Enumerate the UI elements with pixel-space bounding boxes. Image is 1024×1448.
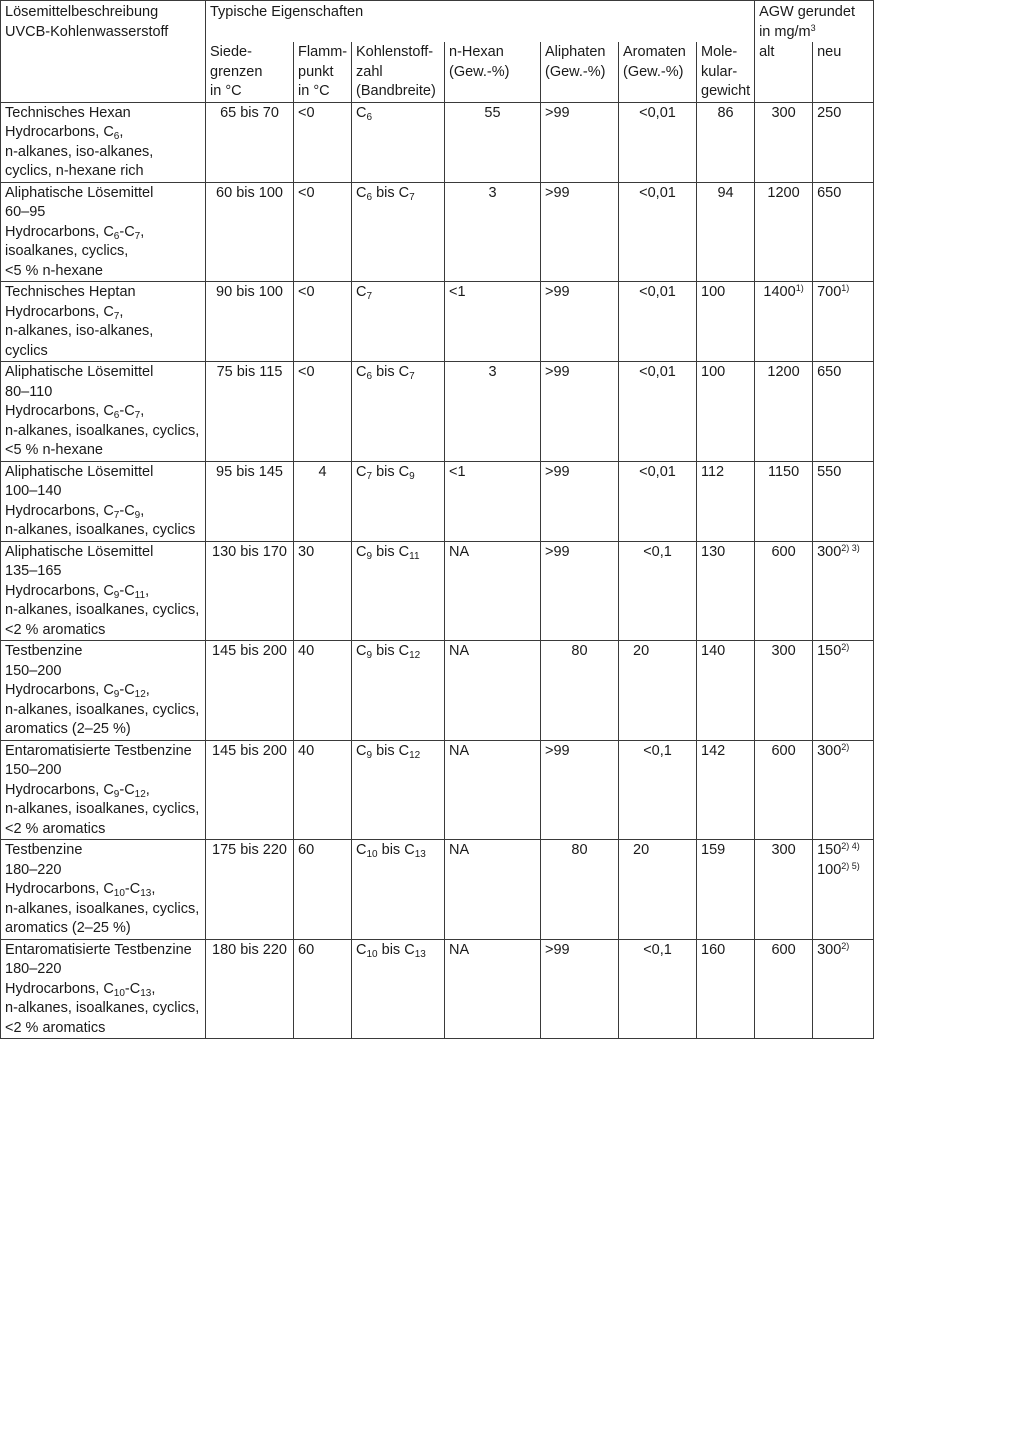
cell-flammpunkt: <0 (294, 182, 352, 282)
cell-n-hexan: NA (445, 541, 541, 641)
table-row (1, 641, 874, 741)
cell-aromaten: <0,01 (619, 182, 697, 282)
cell-siedegrenzen: 180 bis 220 (206, 939, 294, 1039)
table-row (1, 840, 874, 940)
cell-kohlenstoffzahl: $C_{10}$ bis $C_{13}$ (352, 840, 445, 940)
cell-aromaten: <0,1 (619, 541, 697, 641)
header-mol: Mole- kular- gewicht (697, 42, 755, 102)
cell-agw-alt: 1150 (755, 461, 813, 541)
cell-kohlenstoffzahl: $C_7$ bis $C_9$ (352, 461, 445, 541)
cell-agw-neu: 650 (813, 182, 874, 282)
cell-kohlenstoffzahl: $C_7$ (352, 282, 445, 362)
header-agw: AGW gerundet in $mg/m^3$ (755, 1, 874, 43)
cell-flammpunkt: 40 (294, 740, 352, 840)
cell-agw-alt: 600 (755, 939, 813, 1039)
cell-siedegrenzen: 75 bis 115 (206, 362, 294, 462)
cell-description: Entaromatisierte Testbenzine 150–200 Hydrocarbons, $C_9-C_{12}$, n-alkanes, isoalkanes, cyclics, <2 % aromatics (1, 740, 206, 840)
cell-aliphaten: >99 (541, 102, 619, 182)
cell-molekulargewicht: 160 (697, 939, 755, 1039)
cell-agw-neu: $150^{2) 4)}$ $100^{2) 5)}$ (813, 840, 874, 940)
cell-kohlenstoffzahl: $C_9$ bis $C_{11}$ (352, 541, 445, 641)
cell-agw-alt: 600 (755, 740, 813, 840)
table-row (1, 461, 874, 541)
cell-agw-alt: 1200 (755, 362, 813, 462)
header-neu: neu (813, 42, 874, 102)
cell-aromaten: 20 (619, 840, 697, 940)
cell-kohlenstoffzahl: $C_9$ bis $C_{12}$ (352, 641, 445, 741)
cell-kohlenstoffzahl: $C_9$ bis $C_{12}$ (352, 740, 445, 840)
cell-description: Technisches Hexan Hydrocarbons, $C_6$, n-alkanes, iso-alkanes, cyclics, n-hexane rich (1, 102, 206, 182)
table-row (1, 282, 874, 362)
cell-description: Aliphatische Lösemittel 80–110 Hydrocarbons, $C_6-C_7$, n-alkanes, isoalkanes, cyclics, <5 % n-hexane (1, 362, 206, 462)
cell-description: Aliphatische Lösemittel 100–140 Hydrocarbons, $C_7-C_9$, n-alkanes, isoalkanes, cyclics (1, 461, 206, 541)
cell-agw-alt: 600 (755, 541, 813, 641)
cell-flammpunkt: 40 (294, 641, 352, 741)
table-row (1, 362, 874, 462)
header-description: Lösemittelbeschreibung UVCB-Kohlenwasserstoff (1, 1, 206, 103)
cell-molekulargewicht: 159 (697, 840, 755, 940)
cell-aromaten: <0,01 (619, 362, 697, 462)
cell-n-hexan: <1 (445, 461, 541, 541)
cell-agw-alt: 300 (755, 840, 813, 940)
cell-siedegrenzen: 175 bis 220 (206, 840, 294, 940)
cell-aliphaten: >99 (541, 541, 619, 641)
cell-siedegrenzen: 65 bis 70 (206, 102, 294, 182)
cell-agw-neu: 650 (813, 362, 874, 462)
header-flamm: Flamm- punkt in °C (294, 42, 352, 102)
header-typical-properties: Typische Eigenschaften (206, 1, 755, 43)
cell-aromaten: <0,1 (619, 740, 697, 840)
cell-flammpunkt: 4 (294, 461, 352, 541)
cell-kohlenstoffzahl: $C_{10}$ bis $C_{13}$ (352, 939, 445, 1039)
cell-kohlenstoffzahl: $C_6$ bis $C_7$ (352, 182, 445, 282)
cell-n-hexan: 55 (445, 102, 541, 182)
cell-aromaten: 20 (619, 641, 697, 741)
header-nhexan: n-Hexan (Gew.-%) (445, 42, 541, 102)
cell-description: Technisches Heptan Hydrocarbons, $C_7$, n-alkanes, iso-alkanes, cyclics (1, 282, 206, 362)
cell-agw-neu: 250 (813, 102, 874, 182)
cell-agw-alt: 1200 (755, 182, 813, 282)
cell-molekulargewicht: 100 (697, 282, 755, 362)
cell-molekulargewicht: 86 (697, 102, 755, 182)
cell-n-hexan: 3 (445, 362, 541, 462)
cell-siedegrenzen: 90 bis 100 (206, 282, 294, 362)
cell-n-hexan: NA (445, 740, 541, 840)
cell-molekulargewicht: 140 (697, 641, 755, 741)
cell-aliphaten: >99 (541, 740, 619, 840)
cell-molekulargewicht: 142 (697, 740, 755, 840)
cell-n-hexan: NA (445, 939, 541, 1039)
cell-flammpunkt: <0 (294, 282, 352, 362)
cell-siedegrenzen: 60 bis 100 (206, 182, 294, 282)
cell-flammpunkt: <0 (294, 102, 352, 182)
header-aliphaten: Aliphaten (Gew.-%) (541, 42, 619, 102)
table-row (1, 182, 874, 282)
cell-aliphaten: >99 (541, 362, 619, 462)
cell-flammpunkt: <0 (294, 362, 352, 462)
cell-n-hexan: 3 (445, 182, 541, 282)
table-body (1, 102, 874, 1039)
cell-n-hexan: NA (445, 840, 541, 940)
cell-aromaten: <0,01 (619, 461, 697, 541)
cell-molekulargewicht: 94 (697, 182, 755, 282)
cell-siedegrenzen: 95 bis 145 (206, 461, 294, 541)
cell-kohlenstoffzahl: $C_6$ (352, 102, 445, 182)
cell-agw-neu: 300$^{2)}$ (813, 740, 874, 840)
cell-description: Entaromatisierte Testbenzine 180–220 Hydrocarbons, $C_{10}-C_{13}$, n-alkanes, isoalkanes, cyclics, <2 % aromatics (1, 939, 206, 1039)
cell-n-hexan: NA (445, 641, 541, 741)
cell-flammpunkt: 60 (294, 840, 352, 940)
cell-aliphaten: >99 (541, 939, 619, 1039)
cell-aliphaten: >99 (541, 282, 619, 362)
cell-aliphaten: 80 (541, 641, 619, 741)
table-row (1, 541, 874, 641)
cell-n-hexan: <1 (445, 282, 541, 362)
cell-agw-neu: 550 (813, 461, 874, 541)
cell-agw-neu: $300^{2) 3)}$ (813, 541, 874, 641)
cell-aliphaten: 80 (541, 840, 619, 940)
cell-molekulargewicht: 112 (697, 461, 755, 541)
cell-siedegrenzen: 130 bis 170 (206, 541, 294, 641)
table-row (1, 939, 874, 1039)
header-kohlenstoff: Kohlenstoff- zahl (Bandbreite) (352, 42, 445, 102)
cell-agw-neu: 700$^{1)}$ (813, 282, 874, 362)
cell-agw-alt: 1400$^{1)}$ (755, 282, 813, 362)
table-row (1, 102, 874, 182)
cell-kohlenstoffzahl: $C_6$ bis $C_7$ (352, 362, 445, 462)
cell-description: Aliphatische Lösemittel 60–95 Hydrocarbons, $C_6-C_7$, isoalkanes, cyclics, <5 % n-hexane (1, 182, 206, 282)
cell-agw-alt: 300 (755, 102, 813, 182)
cell-siedegrenzen: 145 bis 200 (206, 641, 294, 741)
cell-flammpunkt: 60 (294, 939, 352, 1039)
cell-aliphaten: >99 (541, 182, 619, 282)
cell-aromaten: <0,1 (619, 939, 697, 1039)
header-alt: alt (755, 42, 813, 102)
cell-molekulargewicht: 130 (697, 541, 755, 641)
cell-agw-neu: 300$^{2)}$ (813, 939, 874, 1039)
table-row (1, 740, 874, 840)
cell-aromaten: <0,01 (619, 102, 697, 182)
cell-aliphaten: >99 (541, 461, 619, 541)
cell-aromaten: <0,01 (619, 282, 697, 362)
cell-flammpunkt: 30 (294, 541, 352, 641)
cell-description: Aliphatische Lösemittel 135–165 Hydrocarbons, $C_9-C_{11}$, n-alkanes, isoalkanes, cyclics, <2 % aromatics (1, 541, 206, 641)
cell-molekulargewicht: 100 (697, 362, 755, 462)
header-aromaten: Aromaten (Gew.-%) (619, 42, 697, 102)
cell-description: Testbenzine 180–220 Hydrocarbons, $C_{10}-C_{13}$, n-alkanes, isoalkanes, cyclics, aromatics (2–25 %) (1, 840, 206, 940)
cell-description: Testbenzine 150–200 Hydrocarbons, $C_9-C_{12}$, n-alkanes, isoalkanes, cyclics, aromatics (2–25 %) (1, 641, 206, 741)
header-siede: Siede- grenzen in °C (206, 42, 294, 102)
cell-siedegrenzen: 145 bis 200 (206, 740, 294, 840)
cell-agw-neu: 150$^{2)}$ (813, 641, 874, 741)
cell-agw-alt: 300 (755, 641, 813, 741)
